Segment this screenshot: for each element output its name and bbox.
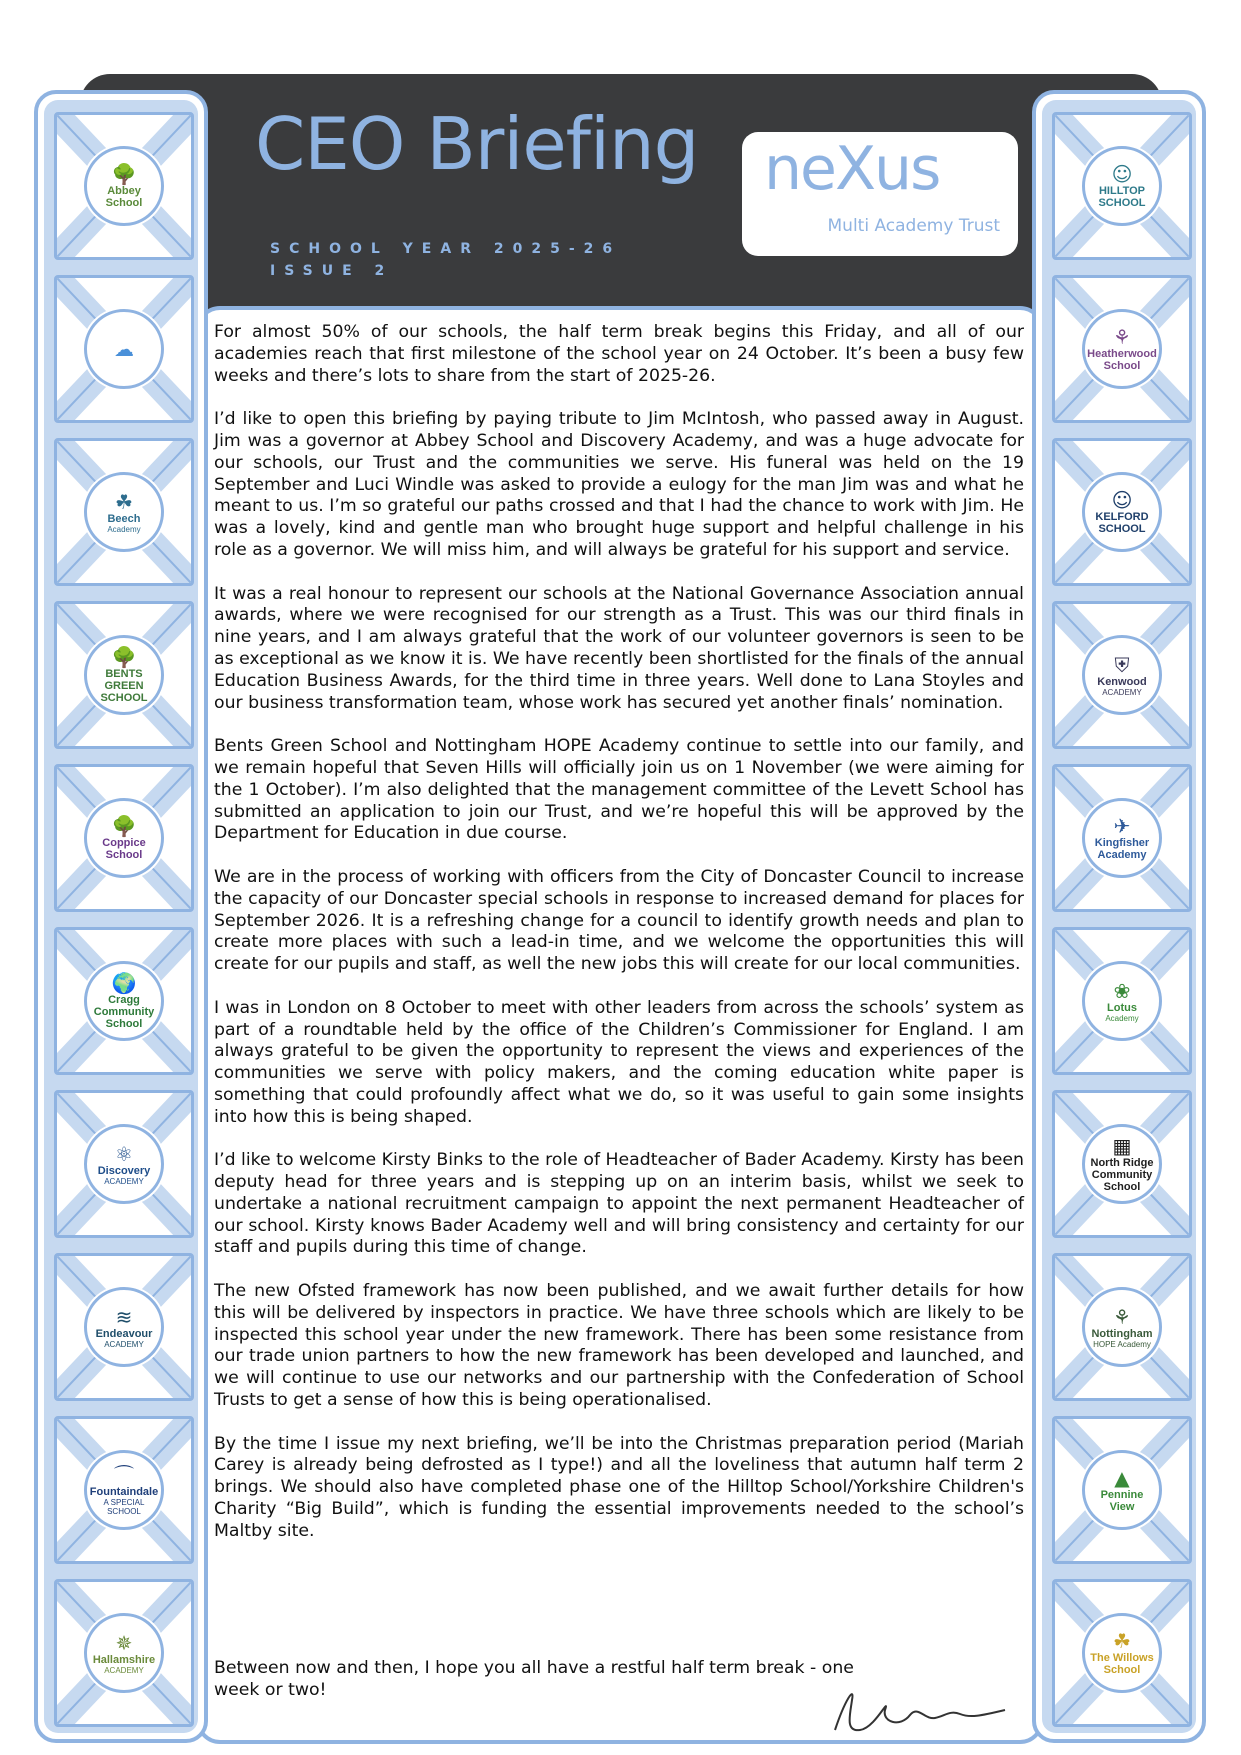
flower-icon: ⚘ [1113,1304,1131,1329]
trust-logo [742,132,1018,256]
lotus-icon: ❀ [1113,978,1131,1003]
school-name: KELFORD SCHOOL [1095,511,1149,535]
left-column-panel [44,100,198,1733]
school-subtitle: HOPE Academy [1093,1339,1151,1349]
school-tile [1052,1253,1192,1401]
school-logo [84,1450,164,1530]
school-logo [84,798,164,878]
school-name: Kenwood [1097,675,1147,688]
school-subtitle: Academy [107,524,141,534]
school-subtitle: ACADEMY [1102,687,1142,697]
hills-icon: ▲ [1114,1466,1130,1490]
school-logo [84,1124,164,1204]
school-logo [1082,961,1162,1041]
school-name: The Willows School [1090,1652,1154,1676]
school-logo [1082,1124,1162,1204]
left-school-column [34,90,208,1743]
school-tile [54,1253,194,1401]
school-logo [84,635,164,715]
school-name: Heatherwood School [1087,348,1157,372]
school-subtitle: A SPECIAL SCHOOL [103,1498,145,1516]
school-name: Lotus [1107,1001,1137,1014]
school-subtitle: ACADEMY [104,1665,144,1675]
puzzle-icon: ▦ [1112,1134,1132,1158]
atom-icon: ⚛ [115,1141,133,1166]
school-name: North Ridge Community School [1090,1157,1154,1193]
issue-info [270,238,621,282]
school-tile [1052,1416,1192,1564]
school-name: Hallamshire [92,1653,156,1666]
star-icon: ✵ [115,1630,133,1655]
school-name: Endeavour [95,1327,153,1340]
school-name: Pennine View [1100,1489,1144,1513]
school-logo [84,1613,164,1693]
school-name: Coppice School [102,837,146,861]
school-tile [1052,927,1192,1075]
tree-icon: 🌳 [111,814,137,838]
cloud-icon: ☁ [114,337,134,361]
school-logo [1082,635,1162,715]
bird-icon: ✈ [1113,814,1131,838]
briefing-body [214,322,1024,1564]
school-tile [1052,1579,1192,1727]
school-logo [1082,798,1162,878]
school-logo [1082,309,1162,389]
school-name: HILLTOP SCHOOL [1098,185,1146,209]
school-name: Nottingham [1091,1327,1153,1340]
school-name: BENTS GREEN SCHOOL [100,668,148,704]
school-tile [1052,764,1192,912]
briefing-paragraph: Bents Green School and Nottingham HOPE Academy continue to settle into our family, and we remain hopeful that Seven Hills will officially join us on 1 November (we were aiming for the 1 October). I’m also delighted that the management committee of the Levett School has submitted an application to join our Trust, and we’re hopeful this will be approved by the Department for Education in due course. [214,736,1024,844]
school-logo [1082,146,1162,226]
school-year: SCHOOL YEAR 2025-26 [270,241,622,257]
school-logo [84,472,164,552]
school-tile [54,1416,194,1564]
school-tile [1052,275,1192,423]
briefing-paragraph: The new Ofsted framework has now been published, and we await further details for how this will be delivered by inspectors in practice. We have three schools which are likely to be inspected this school year under the new framework. There has been some resistance from our trade union partners to how the new framework has been developed and launched, and we will continue to use our networks and our partnership with the Confederation of School Trusts to get a sense of how this is being operationalised. [214,1281,1024,1411]
school-tile [54,601,194,749]
school-logo [84,309,164,389]
trust-logo-subtitle: Multi Academy Trust [827,216,1000,236]
school-tile [54,927,194,1075]
school-name: Kingfisher Academy [1094,837,1150,861]
briefing-paragraph: We are in the process of working with officers from the City of Doncaster Council to increase the capacity of our Doncaster special schools in response to increased demand for places for September 2026. It is a refreshing change for a council to identify growth needs and plan to create more places with such a lead-in time, and we welcome the opportunities this will create for our pupils and staff, as well the new jobs this will create for our local communities. [214,866,1024,975]
school-subtitle: ACADEMY [104,1176,144,1186]
school-logo [1082,1450,1162,1530]
school-tile [1052,112,1192,260]
leaf-icon: ☘ [1113,1629,1131,1653]
page-title: CEO Briefing [255,102,699,186]
wave-icon: ≋ [115,1304,133,1329]
school-name: Cragg Community School [93,994,155,1030]
leaf-icon: ☘ [115,489,133,514]
briefing-paragraph: By the time I issue my next briefing, we’ll be into the Christmas preparation period (Mariah Carey is already being defrosted as I type!) and all the loveliness that autumn half term 2 brings. We should also have completed phase one of the Hilltop School/Yorkshire Children's Charity “Big Build”, which is funding the essential improvements needed to the school’s Maltby site. [214,1433,1024,1541]
tree-icon: 🌳 [111,162,137,186]
globe-icon: 🌍 [111,971,137,995]
school-logo [1082,1613,1162,1693]
school-tile [54,112,194,260]
school-subtitle: Academy [1105,1013,1139,1023]
signature-icon [830,1680,1010,1740]
flower-icon: ⚘ [1113,325,1131,349]
issue-number: ISSUE 2 [270,263,394,279]
school-tile [54,1090,194,1238]
school-tile [1052,438,1192,586]
people-icon: ☺ [1111,488,1133,512]
school-tile [1052,601,1192,749]
people-icon: ☺ [1111,162,1133,186]
closing-line: Between now and then, I hope you all have a restful half term break - one week or two! [214,1658,854,1700]
school-name: Discovery [97,1164,151,1177]
briefing-paragraph: It was a real honour to represent our schools at the National Governance Association annual awards, where we were recognised for our strength as a Trust. This was our third finals in nine years, and I am always grateful that the work of our volunteer governors is seen to be as exceptional as we know it is. We have recently been shortlisted for the finals of the annual Education Business Awards, for the third time in three years. Well done to Lana Stoyles and our business transformation team, whose work has secured yet another finals’ nomination. [214,583,1024,713]
school-logo [84,1287,164,1367]
school-logo [1082,472,1162,552]
right-column-panel [1042,100,1196,1733]
school-logo [84,146,164,226]
trust-logo-wordmark: neXus [764,134,940,204]
briefing-paragraph: For almost 50% of our schools, the half term break begins this Friday, and all of our academies reach that first milestone of the school year on 24 October. It’s been a busy few weeks and there’s lots to share from the start of 2025-26. [214,322,1024,386]
tree-icon: 🌳 [111,645,137,669]
rainbow-icon: ⌒ [114,1463,134,1487]
school-subtitle: ACADEMY [104,1339,144,1349]
school-name: Fountaindale [89,1486,159,1498]
briefing-paragraph: I’d like to open this briefing by paying tribute to Jim McIntosh, who passed away in August. Jim was a governor at Abbey School and Discovery Academy, and was a huge advocate for our schools, our Trust and the communities we serve. His funeral was held on the 19 September and Luci Windle was asked to provide a eulogy for the man Jim was and what he meant to us. I’m so grateful our paths crossed and that I had the chance to work with Jim. He was a lovely, kind and gentle man who brought huge support and helpful challenge in his role as a governor. We will miss him, and will always be grateful for his support and service. [214,409,1024,560]
shield-icon: ⛨ [1114,652,1130,677]
school-tile [54,275,194,423]
school-tile [54,438,194,586]
right-school-column [1032,90,1206,1743]
school-tile [54,764,194,912]
briefing-paragraph: I was in London on 8 October to meet with other leaders from across the schools’ system as part of a roundtable held by the office of the Children’s Commissioner for England. I am always grateful to be given the opportunity to represent the views and experiences of the communities we serve with policy makers, and the coming education white paper is something that could profoundly affect what we do, so it was useful to gain some insights into how this is being shaped. [214,997,1024,1127]
school-logo [84,961,164,1041]
school-name: Beech [107,512,141,525]
school-tile [1052,1090,1192,1238]
briefing-paragraph: I’d like to welcome Kirsty Binks to the role of Headteacher of Bader Academy. Kirsty has been deputy head for three years and is stepping up on an interim basis, whilst we seek to undertake a national recruitment campaign to appoint the next permanent Headteacher of our school. Kirsty knows Bader Academy well and will bring consistency and certainty for our staff and pupils during this time of change. [214,1150,1024,1258]
school-logo [1082,1287,1162,1367]
school-name: Abbey School [105,185,143,209]
school-tile [54,1579,194,1727]
